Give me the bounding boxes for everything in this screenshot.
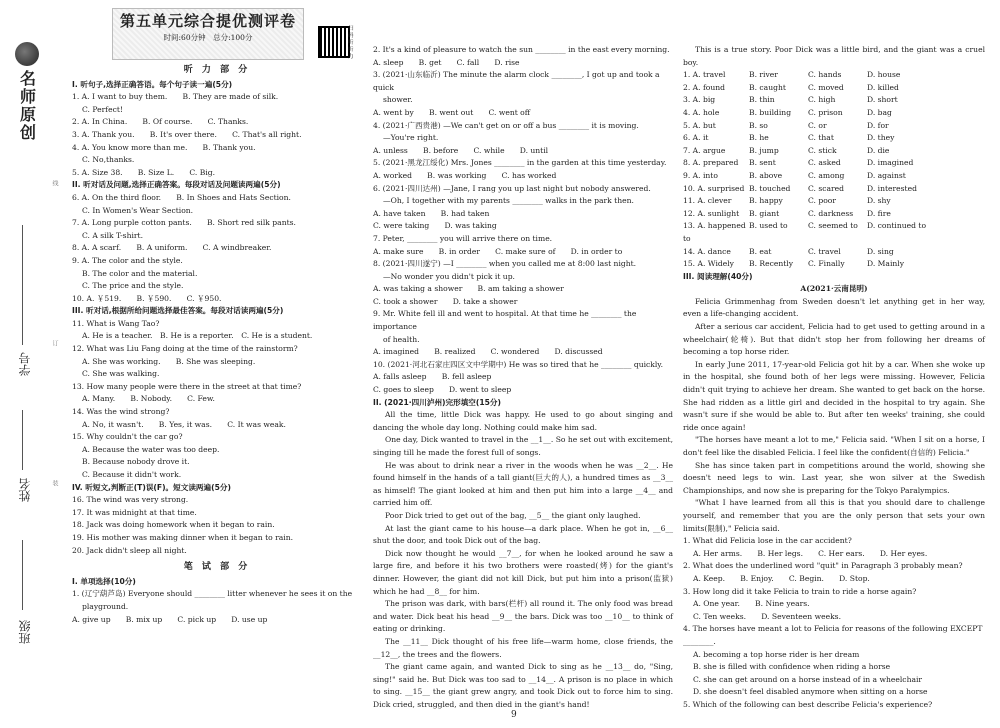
question-line: 5. Which of the following can best describe Felicia's experience? xyxy=(683,699,933,709)
question-line: A. worked B. was working C. has worked xyxy=(373,170,557,180)
multiple-choice-start xyxy=(72,576,362,626)
question-line: A. went by B. went out C. went off xyxy=(373,107,531,117)
question-line: B. Because nobody drove it. xyxy=(82,457,190,467)
cloze-option: 10. A. surprised xyxy=(683,183,745,193)
cloze-option: B. building xyxy=(749,107,792,117)
class-label: 班级 xyxy=(18,620,32,644)
cloze-option: B. used to xyxy=(749,221,788,231)
cloze-option: C. asked xyxy=(808,158,841,168)
reading-section-title: III. 阅读理解(40分) xyxy=(683,271,753,281)
question-line: 2. A. In China. B. Of course. C. Thanks. xyxy=(72,117,249,127)
column-left xyxy=(72,0,362,626)
cloze-option: C. that xyxy=(808,133,834,143)
question-line: —Oh, I together with my parents ________ walks in the park then. xyxy=(383,196,634,206)
class-line xyxy=(22,540,23,610)
cloze-option: B. he xyxy=(749,133,769,143)
cloze-option: 6. A. it xyxy=(683,133,709,143)
question-line: 20. Jack didn't sleep all night. xyxy=(72,545,187,555)
cloze-option: B. thin xyxy=(749,95,775,105)
cloze-option-row xyxy=(683,132,985,145)
question-line: —No wonder you didn't pick it up. xyxy=(383,271,515,281)
cloze-option: C. moved xyxy=(808,82,844,92)
question-line: 6. (2021·四川达州) —Jane, I rang you up last night but nobody answered. xyxy=(373,183,651,193)
paragraph: Dick now thought he would __7__, for when he looked around he saw a large fire, and before it his two brothers were roasted(烤) for the giant's dinner. However, the giant did not kill Dick, but put him into a prison(监狱) which he had __8__ for him. xyxy=(373,548,673,596)
cloze-option: C. prison xyxy=(808,107,843,117)
cloze-option: D. house xyxy=(867,70,901,80)
question-line: 5. (2021·黑龙江绥化) Mrs. Jones ________ in the garden at this time yesterday. xyxy=(373,158,667,168)
reading-questions xyxy=(683,535,985,711)
question-line: 19. His mother was making dinner when it began to rain. xyxy=(72,532,294,542)
binding-tick: 装 xyxy=(51,480,58,486)
cloze-option: D. imagined xyxy=(867,158,914,168)
cloze-option: C. among xyxy=(808,170,845,180)
question-line: C. she can get around on a horse instead of in a wheelchair xyxy=(693,674,923,684)
paragraph: One day, Dick wanted to travel in the __1__. So he set out with excitement, singing till he made the forest full of songs. xyxy=(373,435,673,457)
question-line: II. 听对话及问题,选择正确答案。每段对话及问题读两遍(5分) xyxy=(72,180,281,190)
question-line: 7. Peter, ________ you will arrive there on time. xyxy=(373,233,553,243)
cloze-option: D. they xyxy=(867,133,895,143)
page-number: 9 xyxy=(511,710,517,720)
question-line: 15. Why couldn't the car go? xyxy=(72,432,183,442)
question-line: D. she doesn't feel disabled anymore when sitting on a horse xyxy=(693,687,928,697)
column-right xyxy=(683,44,985,711)
cloze-option: 11. A. clever xyxy=(683,196,732,206)
cloze-option: C. stick xyxy=(808,145,837,155)
binding-tick: 订 xyxy=(51,340,58,346)
reading-passage xyxy=(683,296,985,535)
question-line: 8. (2021·四川遂宁) —I ________ when you called me at 8:00 last night. xyxy=(373,259,637,269)
question-line: 12. What was Liu Fang doing at the time of the rainstorm? xyxy=(72,344,298,354)
listening-questions xyxy=(72,79,362,558)
question-line: C. A silk T-shirt. xyxy=(82,230,143,240)
cloze-option-row xyxy=(683,94,985,107)
column-middle xyxy=(373,44,673,711)
question-line: A. make sure B. in order C. make sure of D. in order to xyxy=(373,246,623,256)
qr-code-icon[interactable] xyxy=(318,26,350,58)
question-line: C. The price and the style. xyxy=(82,281,184,291)
question-line: 10. A. ￥519. B. ￥590. C. ￥950. xyxy=(72,293,222,303)
paragraph: At last the giant came to his house—a dark place. When he got in, __6__ shut the door, and took Dick out of the bag. xyxy=(373,523,673,546)
question-line: C. She was walking. xyxy=(82,369,160,379)
cloze-option-row xyxy=(683,183,985,196)
question-line: 9. Mr. White fell ill and went to hospital. At that time he ________ the importance xyxy=(373,309,637,332)
cloze-option-row xyxy=(683,220,985,245)
cloze-option-row xyxy=(683,107,985,120)
cloze-option: 13. A. happened to xyxy=(683,221,746,243)
cloze-option: D. killed xyxy=(867,82,899,92)
question-line: 16. The wind was very strong. xyxy=(72,495,189,505)
paragraph: "What I have learned from all this is that you should dare to challenge yourself, and remember that you are the only person that sets your own limits(限制)," Felicia said. xyxy=(683,498,985,533)
question-line: A. becoming a top horse rider is her dream xyxy=(693,649,860,659)
cloze-option: B. jump xyxy=(749,145,779,155)
question-line: —You're right. xyxy=(383,133,439,143)
question-line: A. Her arms. B. Her legs. C. Her ears. D. Her eyes. xyxy=(693,548,928,558)
cloze-option: D. short xyxy=(867,95,898,105)
question-line: C. goes to sleep D. went to sleep xyxy=(373,385,512,395)
cloze-option: D. for xyxy=(867,120,889,130)
question-line: A. Keep. B. Enjoy. C. Begin. D. Stop. xyxy=(693,573,870,583)
question-line: playground. xyxy=(82,601,129,611)
question-line: II. (2021·四川泸州)完形填空(15分) xyxy=(373,397,501,407)
cloze-option: C. or xyxy=(808,120,827,130)
cloze-option: C. hands xyxy=(808,70,842,80)
question-line: 2. What does the underlined word "quit" in Paragraph 3 probably mean? xyxy=(683,561,963,571)
question-line: 10. (2021·河北石家庄四区文中学期中) He was so tired that he ________ quickly. xyxy=(373,359,664,369)
question-line: 6. A. On the third floor. B. In Shoes and Hats Section. xyxy=(72,192,291,202)
name-line xyxy=(22,410,23,470)
question-line: A. Many. B. Nobody. C. Few. xyxy=(82,394,215,404)
question-line: A. give up B. mix up C. pick up D. use up xyxy=(72,614,268,624)
cloze-option: 14. A. dance xyxy=(683,246,731,256)
question-line: 3. (2021·山东临沂) The minute the alarm clock ________, I got up and took a quick xyxy=(373,70,660,92)
question-line: C. In Women's Wear Section. xyxy=(82,205,194,215)
question-line: IV. 听短文,判断正(T)误(F)。短文读两遍(5分) xyxy=(72,482,231,492)
page-subtitle: 时间:60分钟 总分:100分 xyxy=(163,32,253,42)
cloze-option: D. against xyxy=(867,170,906,180)
cloze-options xyxy=(683,69,985,271)
cloze-option: 15. A. Widely xyxy=(683,259,734,269)
cloze-option: D. bag xyxy=(867,107,892,117)
cloze-option: D. sing xyxy=(867,246,894,256)
cloze-option: B. caught xyxy=(749,82,786,92)
cloze-option-row xyxy=(683,246,985,259)
question-line: 11. What is Wang Tao? xyxy=(72,318,160,328)
cloze-option: 7. A. argue xyxy=(683,145,726,155)
question-line: 13. How many people were there in the street at that time? xyxy=(72,381,302,391)
cloze-option-row xyxy=(683,120,985,133)
paragraph: In early June 2011, 17-year-old Felicia got hit by a car. When she woke up in the hospital, she found both of her legs were missing. However, Felicia didn't quit trying to achieve her dream. She wanted to get back on the horse. She had ridden as a little girl and decided in the hospital to try again. She wasn't sure if she would be able to. But after ten weeks' training, she could ride once again! xyxy=(683,359,985,432)
cloze-option: D. interested xyxy=(867,183,917,193)
question-line: 4. A. You know more than me. B. Thank you. xyxy=(72,142,256,152)
cloze-option: 12. A. sunlight xyxy=(683,208,740,218)
question-line: I. 听句子,选择正确答语。每个句子读一遍(5分) xyxy=(72,79,233,89)
logo-text: 名师原创 xyxy=(17,70,37,142)
paragraph: "The horses have meant a lot to me," Felicia said. "When I sit on a horse, I don't feel like the disabled Felicia. I feel like the confident(自信的) Felicia." xyxy=(683,435,985,457)
writing-section-title: 笔 试 部 分 xyxy=(183,562,251,573)
cloze-option: D. fire xyxy=(867,208,891,218)
question-line: 4. The horses have meant a lot to Felicia for reasons of the following EXCEPT ________. xyxy=(683,624,983,646)
question-line: B. she is filled with confidence when riding a horse xyxy=(693,662,891,672)
cloze-option: B. giant xyxy=(749,208,780,218)
question-line: A. She was working. B. She was sleeping. xyxy=(82,356,256,366)
question-line: A. Because the water was too deep. xyxy=(82,444,220,454)
id-label: 学号 xyxy=(18,352,32,376)
question-line: 3. How long did it take Felicia to train to ride a horse again? xyxy=(683,586,917,596)
cloze-option-row xyxy=(683,69,985,82)
question-line: B. The color and the material. xyxy=(82,268,198,278)
listening-section-title: 听 力 部 分 xyxy=(183,65,251,75)
question-line: A. imagined B. realized C. wondered D. discussed xyxy=(373,347,603,357)
paragraph: All the time, little Dick was happy. He used to go about singing and dancing the whole day long. Nothing could make him sad. xyxy=(373,410,673,432)
cloze-option: B. so xyxy=(749,120,768,130)
binding-tick: 线 xyxy=(51,180,58,186)
cloze-option: 9. A. into xyxy=(683,170,718,180)
question-line: 1. (辽宁葫芦岛) Everyone should ________ litter whenever he sees it on the xyxy=(72,589,353,599)
id-line xyxy=(22,225,23,345)
question-line: 4. (2021·广西贵港) —We can't get on or off a bus ________ it is moving. xyxy=(373,120,639,130)
cloze-option: C. high xyxy=(808,95,836,105)
cloze-option: 4. A. hole xyxy=(683,107,720,117)
paragraph: The giant came again, and wanted Dick to sing as he __13__ do, "Sing, sing!" said he. But Dick was too sad to __14__. A prison is no place in which to sing. __15__ the giant grew angry, and took Dick out to force him to sing. Dick cried, struggled, and then died in the giant's hand! xyxy=(373,662,673,709)
cloze-option: C. Finally xyxy=(808,259,845,269)
cloze-option-row xyxy=(683,258,985,271)
cloze-option: B. above xyxy=(749,170,783,180)
cloze-option: 5. A. but xyxy=(683,120,716,130)
paragraph: Poor Dick tried to get out of the bag, __5__ the giant only laughed. xyxy=(385,510,641,520)
question-line: 3. A. Thank you. B. It's over there. C. That's all right. xyxy=(72,129,302,139)
question-line: A. falls asleep B. fell asleep xyxy=(373,372,492,382)
binding-sidebar xyxy=(0,0,58,728)
paragraph: She has since taken part in competitions around the world, showing she doesn't need legs to win. Last year, she won silver at the Swedish Championships, and now she is preparing for the Tokyo Paralympics. xyxy=(683,460,985,495)
cloze-option-row xyxy=(683,208,985,221)
multiple-choice-questions xyxy=(373,44,673,409)
cloze-option: D. die xyxy=(867,145,890,155)
cloze-option: C. scared xyxy=(808,183,845,193)
question-line: C. took a shower D. take a shower xyxy=(373,296,518,306)
cloze-option: C. poor xyxy=(808,196,837,206)
paragraph: After a serious car accident, Felicia had to get used to getting around in a wheelchair(轮椅). But that didn't stop her from following her dreams of becoming a top horse rider. xyxy=(683,322,985,357)
paragraph: The prison was dark, with bars(栏杆) all round it. The only food was bread and water. Dick beat his head __9__ the bars. Dick was too __10__ to think of eating or drinking. xyxy=(373,599,673,634)
cloze-option: B. happy xyxy=(749,196,783,206)
cloze-option: B. touched xyxy=(749,183,791,193)
question-line: A. No, it wasn't. B. Yes, it was. C. It was weak. xyxy=(82,419,286,429)
question-line: III. 听对话,根据所给问题选择最佳答案。每段对话读两遍(5分) xyxy=(72,306,284,316)
cloze-option: 8. A. prepared xyxy=(683,158,739,168)
question-line: A. He is a teacher. B. He is a reporter. C. He is a student. xyxy=(82,331,313,341)
cloze-option-row xyxy=(683,82,985,95)
question-line: of health. xyxy=(383,334,420,344)
question-line: A. have taken B. had taken xyxy=(373,208,490,218)
cloze-passage xyxy=(373,409,673,711)
question-line: 9. A. The color and the style. xyxy=(72,255,183,265)
question-line: shower. xyxy=(383,95,413,105)
question-line: A. was taking a shower B. am taking a shower xyxy=(373,284,564,294)
paragraph: The __11__ Dick thought of his free life—warm home, close friends, the __12__, the trees and the flowers. xyxy=(373,636,673,659)
cloze-option: D. Mainly xyxy=(867,259,904,269)
cloze-option-row xyxy=(683,157,985,170)
paragraph: He was about to drink near a river in the woods when he was __2__. He found himself in the hands of a tall giant(巨大的人), a hundred times as __3__ as himself! The giant looked at him and then put him into a large __4__ and carried him off. xyxy=(373,460,673,508)
question-line: C. Perfect! xyxy=(82,104,123,114)
cloze-option: C. darkness xyxy=(808,208,854,218)
title-box xyxy=(112,8,304,60)
cloze-option: 3. A. big xyxy=(683,95,716,105)
cloze-option: B. Recently xyxy=(749,259,794,269)
question-line: 2. It's a kind of pleasure to watch the sun ________ in the east every morning. xyxy=(373,45,670,54)
page-title: 第五单元综合提优测评卷 xyxy=(119,12,296,30)
cloze-option: C. seemed to xyxy=(808,221,858,231)
question-line: 8. A. A scarf. B. A uniform. C. A windbreaker. xyxy=(72,243,272,253)
cloze-option: 2. A. found xyxy=(683,82,725,92)
qr-label: 扫码听听力 xyxy=(348,26,354,60)
question-line: C. Because it didn't work. xyxy=(82,470,182,479)
name-label: 姓名 xyxy=(18,478,32,502)
publisher-logo xyxy=(14,42,40,162)
paragraph: Felicia Grimmenhag from Sweden doesn't let anything get in her way, even a life-changing accident. xyxy=(683,296,985,319)
cloze-option: B. sent xyxy=(749,158,776,168)
cloze-option: B. eat xyxy=(749,246,772,256)
cloze-option-row xyxy=(683,145,985,158)
cloze-intro: This is a true story. Poor Dick was a little bird, and the giant was a cruel boy. xyxy=(683,45,985,67)
question-line: 1. What did Felicia lose in the car accident? xyxy=(683,536,852,546)
question-line: 5. A. Size 38. B. Size L. C. Big. xyxy=(72,167,216,177)
question-line: C. No,thanks. xyxy=(82,155,135,165)
cloze-option: 1. A. travel xyxy=(683,70,726,80)
question-line: C. were taking D. was taking xyxy=(373,221,497,231)
question-line: A. One year. B. Nine years. xyxy=(693,599,810,609)
question-line: C. Ten weeks. D. Seventeen weeks. xyxy=(693,611,841,621)
question-line: 14. Was the wind strong? xyxy=(72,407,170,417)
logo-mark-icon xyxy=(15,42,39,66)
cloze-option: B. river xyxy=(749,70,778,80)
cloze-option-row xyxy=(683,170,985,183)
passage-title: A(2021·云南昆明) xyxy=(800,284,868,294)
cloze-option: D. continued to xyxy=(867,221,927,231)
question-line: 1. A. I want to buy them. B. They are made of silk. xyxy=(72,92,279,102)
cloze-option: D. shy xyxy=(867,196,891,206)
question-line: A. unless B. before C. while D. until xyxy=(373,145,549,155)
question-line: 18. Jack was doing homework when it began to rain. xyxy=(72,520,275,530)
cloze-option-row xyxy=(683,195,985,208)
question-line: 7. A. Long purple cotton pants. B. Short red silk pants. xyxy=(72,218,296,228)
cloze-option: C. travel xyxy=(808,246,841,256)
question-line: 17. It was midnight at that time. xyxy=(72,507,197,517)
question-line: I. 单项选择(10分) xyxy=(72,576,136,586)
question-line: A. sleep B. get C. fall D. rise xyxy=(373,57,520,67)
